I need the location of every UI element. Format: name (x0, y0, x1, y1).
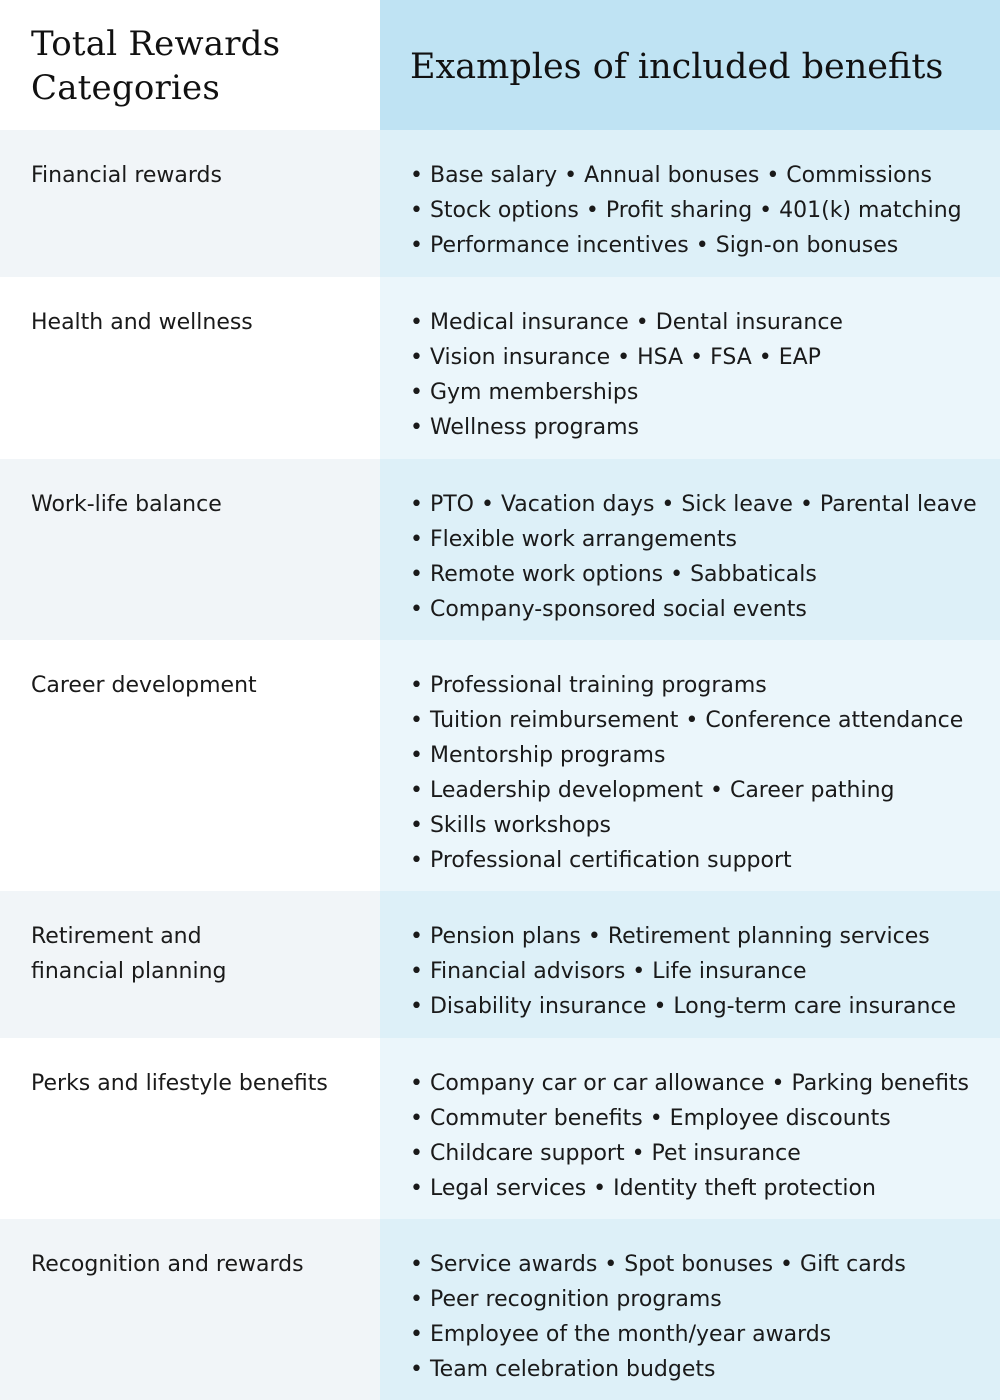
example-line: • Flexible work arrangements (410, 527, 737, 552)
category-cell (0, 277, 380, 459)
example-line: • Stock options • Profit sharing • 401(k) matching (410, 198, 962, 223)
category-label: Perks and lifestyle benefits (31, 1071, 328, 1096)
examples-cell (380, 1219, 1000, 1400)
category-cell (0, 1038, 380, 1219)
example-line: • Professional training programs (410, 673, 767, 698)
examples-cell (380, 891, 1000, 1038)
example-line: • Skills workshops (410, 813, 611, 838)
example-line: • Company car or car allowance • Parking benefits (410, 1071, 970, 1096)
examples-cell (380, 1038, 1000, 1219)
example-line: • Vision insurance • HSA • FSA • EAP (410, 345, 821, 370)
category-label: Health and wellness (31, 310, 253, 335)
example-line: • Financial advisors • Life insurance (410, 959, 807, 984)
category-label: Career development (31, 673, 257, 698)
table-row (0, 277, 1000, 459)
example-line: • Medical insurance • Dental insurance (410, 310, 843, 335)
example-line: • Performance incentives • Sign-on bonuses (410, 233, 899, 258)
header-examples (380, 0, 1000, 130)
table-row (0, 640, 1000, 891)
category-cell (0, 130, 380, 277)
example-line: • Gym memberships (410, 380, 639, 405)
examples-cell (380, 130, 1000, 277)
category-label: financial planning (31, 959, 227, 984)
category-cell (0, 459, 380, 640)
table-header (0, 0, 1000, 130)
example-line: • PTO • Vacation days • Sick leave • Parental leave (410, 492, 977, 517)
example-line: • Commuter benefits • Employee discounts (410, 1106, 891, 1131)
examples-cell (380, 640, 1000, 891)
category-label: Retirement and (31, 924, 202, 949)
example-line: • Team celebration budgets (410, 1357, 716, 1382)
category-label: Recognition and rewards (31, 1252, 304, 1277)
table-row (0, 1219, 1000, 1400)
example-line: • Professional certification support (410, 848, 792, 873)
table-row (0, 130, 1000, 277)
example-line: • Service awards • Spot bonuses • Gift cards (410, 1252, 906, 1277)
example-line: • Employee of the month/year awards (410, 1322, 832, 1347)
example-line: • Peer recognition programs (410, 1287, 722, 1312)
header-categories (0, 0, 380, 130)
header-categories-line1: Total Rewards (31, 24, 281, 64)
table-row (0, 459, 1000, 640)
example-line: • Wellness programs (410, 415, 639, 440)
header-examples-title: Examples of included benefits (410, 47, 944, 87)
table-row (0, 891, 1000, 1038)
example-line: • Company-sponsored social events (410, 597, 807, 622)
category-cell (0, 640, 380, 891)
category-cell (0, 891, 380, 1038)
examples-cell (380, 277, 1000, 459)
example-line: • Base salary • Annual bonuses • Commissions (410, 163, 932, 188)
header-categories-line2: Categories (31, 68, 220, 108)
example-line: • Tuition reimbursement • Conference attendance (410, 708, 964, 733)
example-line: • Remote work options • Sabbaticals (410, 562, 817, 587)
examples-cell (380, 459, 1000, 640)
category-label: Financial rewards (31, 163, 222, 188)
example-line: • Mentorship programs (410, 743, 666, 768)
example-line: • Legal services • Identity theft protection (410, 1176, 876, 1201)
table-row (0, 1038, 1000, 1219)
example-line: • Leadership development • Career pathing (410, 778, 895, 803)
example-line: • Pension plans • Retirement planning services (410, 924, 930, 949)
example-line: • Disability insurance • Long-term care insurance (410, 994, 957, 1019)
example-line: • Childcare support • Pet insurance (410, 1141, 801, 1166)
category-label: Work-life balance (31, 492, 222, 517)
category-cell (0, 1219, 380, 1400)
